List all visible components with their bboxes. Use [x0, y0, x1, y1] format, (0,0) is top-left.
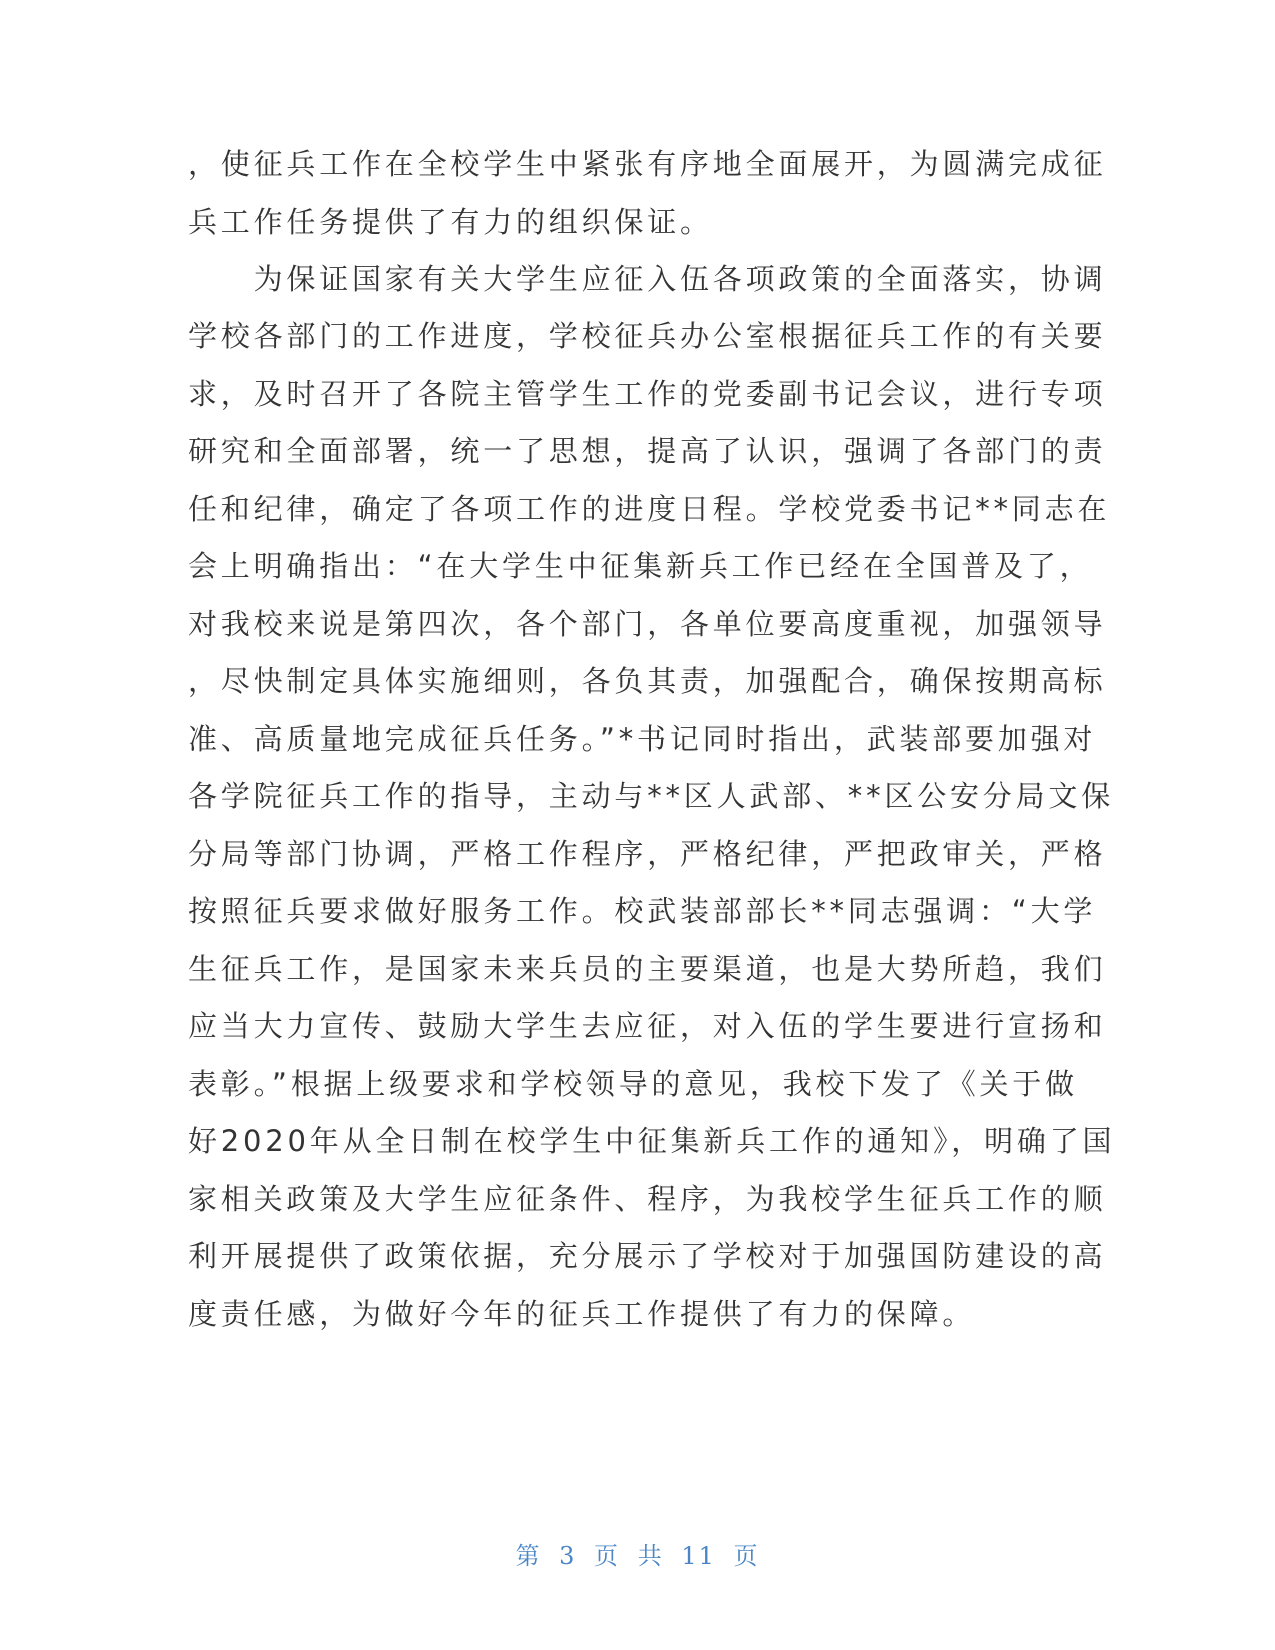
- footer-label-ye: 页: [594, 1542, 621, 1570]
- page-number-footer: [0, 1536, 1275, 1571]
- current-page-number: 3: [559, 1542, 577, 1570]
- body-text-line: 利开展提供了政策依据，充分展示了学校对于加强国防建设的高: [188, 1239, 1107, 1273]
- footer-label-gong: 共: [637, 1542, 664, 1570]
- body-text-line: 学校各部门的工作进度，学校征兵办公室根据征兵工作的有关要: [188, 319, 1107, 353]
- total-pages-number: 11: [681, 1542, 716, 1570]
- body-text-line: 各学院征兵工作的指导，主动与**区人武部、**区公安分局文保: [188, 779, 1115, 813]
- body-text-line: ，使征兵工作在全校学生中紧张有序地全面展开，为圆满完成征: [188, 147, 1107, 181]
- body-text-line: 为保证国家有关大学生应征入伍各项政策的全面落实，协调: [188, 262, 1107, 296]
- body-text-line: 分局等部门协调，严格工作程序，严格纪律，严把政审关，严格: [188, 837, 1107, 871]
- body-text-line: 对我校来说是第四次，各个部门，各单位要高度重视，加强领导: [188, 607, 1107, 641]
- footer-label-ye-end: 页: [733, 1542, 760, 1570]
- body-text-line: 兵工作任务提供了有力的组织保证。: [188, 205, 713, 239]
- body-text-line: 生征兵工作，是国家未来兵员的主要渠道，也是大势所趋，我们: [188, 952, 1107, 986]
- body-text-line: 求，及时召开了各院主管学生工作的党委副书记会议，进行专项: [188, 377, 1107, 411]
- body-text-line: 家相关政策及大学生应征条件、程序，为我校学生征兵工作的顺: [188, 1182, 1107, 1216]
- body-text-line: ，尽快制定具体实施细则，各负其责，加强配合，确保按期高标: [188, 664, 1107, 698]
- body-text-line: 任和纪律，确定了各项工作的进度日程。学校党委书记**同志在: [188, 492, 1111, 526]
- body-text-line: 表彰。”根据上级要求和学校领导的意见，我校下发了《关于做: [188, 1067, 1078, 1101]
- body-text-line: 应当大力宣传、鼓励大学生去应征，对入伍的学生要进行宣扬和: [188, 1009, 1107, 1043]
- body-text-line: 好2020年从全日制在校学生中征集新兵工作的通知》，明确了国: [188, 1124, 1116, 1158]
- body-text-line: 度责任感，为做好今年的征兵工作提供了有力的保障。: [188, 1297, 976, 1331]
- body-text-line: 会上明确指出：“在大学生中征集新兵工作已经在全国普及了，: [188, 549, 1093, 583]
- body-text-line: 按照征兵要求做好服务工作。校武装部部长**同志强调：“大学: [188, 894, 1097, 928]
- footer-label-di: 第: [515, 1542, 542, 1570]
- body-text-line: 研究和全面部署，统一了思想，提高了认识，强调了各部门的责: [188, 434, 1107, 468]
- body-text-line: 准、高质量地完成征兵任务。”*书记同时指出，武装部要加强对: [188, 722, 1097, 756]
